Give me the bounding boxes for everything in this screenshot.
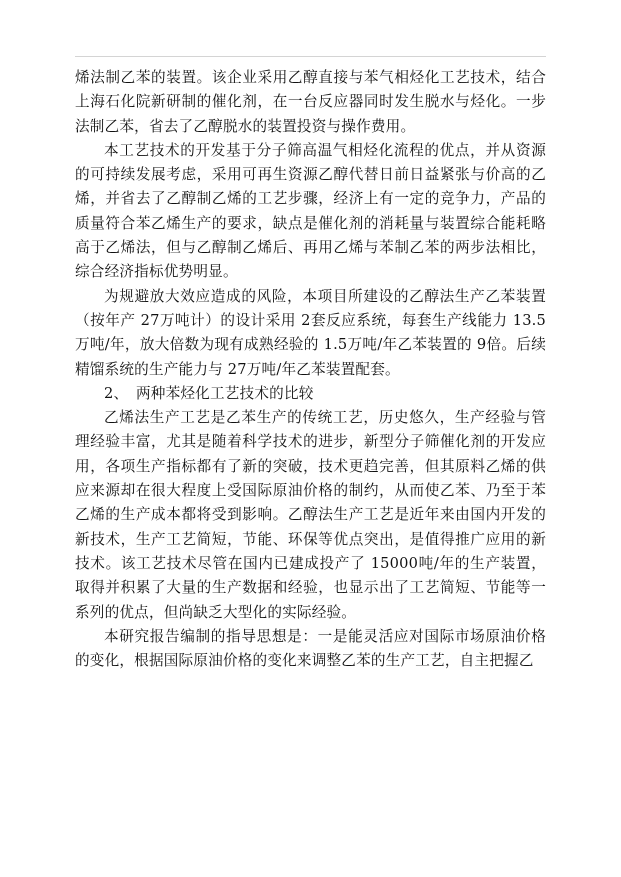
paragraph-guiding-principles: 本研究报告编制的指导思想是：一是能灵活应对国际市场原油价格的变化，根据国际原油价格的变化来调整乙苯的生产工艺，自主把握乙 xyxy=(75,627,546,670)
paragraph-process-development: 本工艺技术的开发基于分子筛高温气相烃化流程的优点，并从资源的可持续发展考虑，采用可再生资源乙醇代替日前日益紧张与价高的乙烯，并省去了乙醇制乙烯的工艺步骤，经济上有一定的竞争力，产品的质量符合苯乙烯生产的要求，缺点是催化剂的消耗量与装置综合能耗略高于乙烯法，但与乙醇制乙烯后、再用乙烯与苯制乙苯的两步法相比，综合经济指标优势明显。 xyxy=(75,141,546,281)
section-title: 两种苯烃化工艺技术的比较 xyxy=(136,384,314,402)
header-rule xyxy=(75,56,546,57)
section-number: 2、 xyxy=(104,384,129,402)
section-heading xyxy=(75,382,546,406)
document-body xyxy=(75,66,546,673)
paragraph-process-comparison: 乙烯法生产工艺是乙苯生产的传统工艺，历史悠久，生产经验与管理经验丰富，尤其是随着科学技术的进步，新型分子筛催化剂的开发应用，各项生产指标都有了新的突破，技术更趋完善，但其原料乙烯的供应来源却在很大程度上受国际原油价格的制约，从而使乙苯、乃至于苯乙烯的生产成本都将受到影响。乙醇法生产工艺是近年来由国内开发的新技术，生产工艺简短，节能、环保等优点突出，是值得推广应用的新技术。该工艺技术尽管在国内已建成投产了 15000吨/年的生产装置，取得并积累了大量的生产数据和经验，也显示出了工艺简短、节能等一系列的优点，但尚缺乏大型化的实际经验。 xyxy=(75,409,546,621)
paragraph-continuation: 烯法制乙苯的装置。该企业采用乙醇直接与苯气相烃化工艺技术，结合上海石化院新研制的催化剂，在一台反应器同时发生脱水与烃化。一步法制乙苯，省去了乙醇脱水的装置投资与操作费用。 xyxy=(75,69,546,135)
paragraph-scale-up-risk: 为规避放大效应造成的风险，本项目所建设的乙醇法生产乙苯装置（按年产 27万吨计）的设计采用 2套反应系统，每套生产线能力 13.5万吨/年，放大倍数为现有成熟经验的 1.5万吨/年乙苯装置的 9倍。后续精馏系统的生产能力与 27万吨/年乙苯装置配套。 xyxy=(75,287,546,378)
